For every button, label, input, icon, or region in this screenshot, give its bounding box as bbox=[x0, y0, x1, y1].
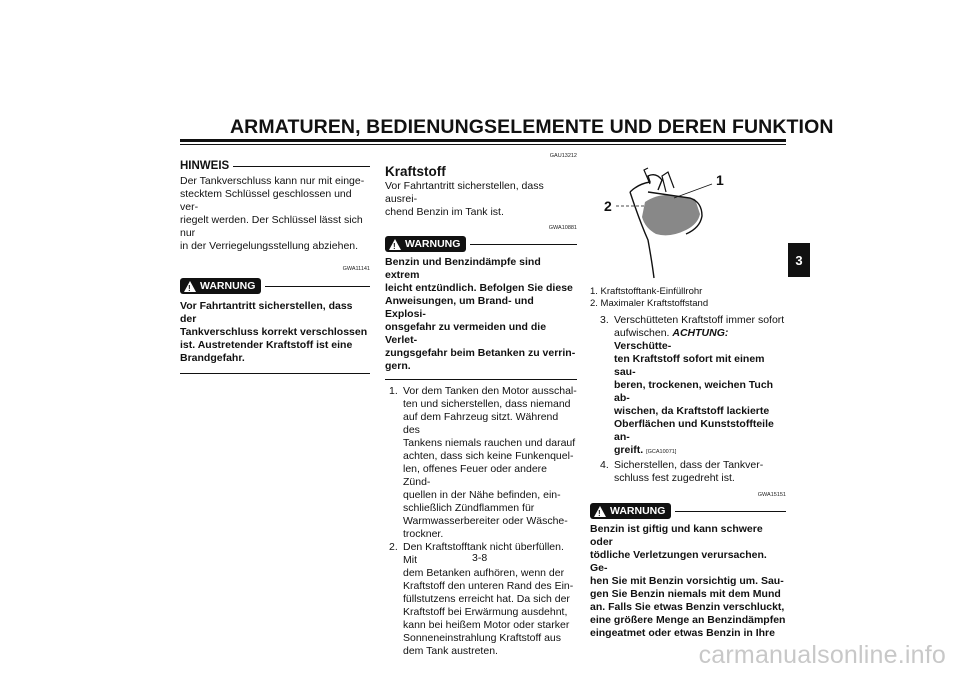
warning-end-rule bbox=[385, 379, 577, 380]
list-item bbox=[385, 385, 577, 541]
list-number: 2. bbox=[389, 541, 398, 553]
list-line: Kraftstoff den unteren Rand des Ein- bbox=[403, 580, 574, 592]
warning-line: onsgefahr zu vermeiden und die Verlet- bbox=[385, 321, 547, 346]
note-line: stecktem Schlüssel geschlossen und ver- bbox=[180, 188, 352, 213]
list-line: kann bei heißem Motor oder starker bbox=[403, 619, 570, 631]
intro-line: chend Benzin im Tank ist. bbox=[385, 206, 504, 218]
warning-line: Brandgefahr. bbox=[180, 352, 245, 364]
intro-line: Vor Fahrtantritt sicherstellen, dass ausrei- bbox=[385, 180, 544, 205]
warning-line: gern. bbox=[385, 360, 411, 372]
warning-text bbox=[590, 523, 786, 640]
list-line: Den Kraftstofftank nicht überfüllen. Mit bbox=[403, 541, 564, 566]
fuel-tank-illustration bbox=[590, 162, 786, 280]
warning-line: gen Sie Benzin niemals mit dem Mund bbox=[590, 588, 781, 600]
list-line: Verschütte- bbox=[614, 340, 672, 352]
warning-rule bbox=[470, 244, 577, 245]
warning-line: Anweisungen, um Brand- und Explosi- bbox=[385, 295, 534, 320]
warning-triangle-icon: ! bbox=[389, 239, 401, 250]
list-line: greift. bbox=[614, 444, 644, 456]
list-line: schließlich Zündflammen für bbox=[403, 502, 535, 514]
list-line: Verschütteten Kraftstoff immer sofort bbox=[614, 314, 785, 326]
warning-text bbox=[180, 300, 370, 365]
list-line: Vor dem Tanken den Motor ausschal- bbox=[403, 385, 577, 397]
list-line: Tankens niemals rauchen und darauf bbox=[403, 437, 576, 449]
warning-line: Benzin und Benzindämpfe sind extrem bbox=[385, 256, 541, 281]
middle-column bbox=[385, 150, 577, 658]
list-line: aufwischen. bbox=[614, 327, 670, 339]
section-title: Kraftstoff bbox=[385, 164, 446, 179]
figure-label-2: 2 bbox=[604, 198, 612, 214]
achtung-label: ACHTUNG: bbox=[672, 327, 729, 339]
warning-line: an. Falls Sie etwas Benzin verschluckt, bbox=[590, 601, 785, 613]
figure-captions bbox=[590, 286, 708, 310]
list-line: schluss fest zugedreht ist. bbox=[614, 472, 735, 484]
caption: 1. Kraftstofftank-Einfüllrohr bbox=[590, 286, 703, 297]
leader-line-1 bbox=[674, 184, 712, 198]
list-number: 1. bbox=[389, 385, 398, 397]
list-line: dem Betanken aufhören, wenn der bbox=[403, 567, 565, 579]
warning-line: hen Sie mit Benzin vorsichtig um. Sau- bbox=[590, 575, 784, 587]
warning-line: Vor Fahrtantritt sicherstellen, dass der bbox=[180, 300, 353, 325]
page-title: ARMATUREN, BEDIENUNGSELEMENTE UND DEREN FUNKTION bbox=[230, 116, 834, 138]
warning-label: WARNUNG bbox=[610, 504, 666, 517]
list-line: Kraftstoff bei Erwärmung ausdehnt, bbox=[403, 606, 568, 618]
left-column bbox=[180, 160, 370, 374]
list-line: beren, trockenen, weichen Tuch ab- bbox=[614, 379, 774, 404]
warning-line: eine größere Menge an Benzindämpfen bbox=[590, 614, 786, 626]
list-number: 3. bbox=[600, 314, 609, 326]
note-title: HINWEIS bbox=[180, 160, 230, 172]
list-line: ten und sicherstellen, dass niemand bbox=[403, 398, 571, 410]
caption: 2. Maximaler Kraftstoffstand bbox=[590, 298, 709, 309]
warning-line: Benzin ist giftig und kann schwere oder bbox=[590, 523, 763, 548]
note-line: Der Tankverschluss kann nur mit einge- bbox=[180, 175, 365, 187]
note-text bbox=[180, 175, 370, 253]
list-line: achten, dass sich keine Funkenquel- bbox=[403, 450, 574, 462]
warning-line: zungsgefahr beim Betanken zu verrin- bbox=[385, 347, 576, 359]
section-code: GAU13212 bbox=[549, 153, 577, 159]
warning-line: eingeatmet oder etwas Benzin in Ihre bbox=[590, 627, 775, 639]
list-line: Oberflächen und Kunststoffteile an- bbox=[614, 418, 774, 443]
figure-label-1: 1 bbox=[716, 172, 724, 188]
note-line: in der Verriegelungsstellung abziehen. bbox=[180, 240, 359, 252]
chapter-tab: 3 bbox=[788, 243, 810, 277]
intro-text bbox=[385, 180, 577, 219]
list-line: len, offenes Feuer oder andere Zünd- bbox=[403, 463, 547, 488]
warning-end-rule bbox=[180, 373, 370, 374]
list-line: Sonneneinstrahlung Kraftstoff aus bbox=[403, 632, 561, 644]
warning-rule bbox=[265, 286, 370, 287]
list-number: 4. bbox=[600, 459, 609, 471]
list-line: Sicherstellen, dass der Tankver- bbox=[614, 459, 764, 471]
warning-triangle-icon: ! bbox=[594, 506, 606, 517]
page-number: 3-8 bbox=[472, 552, 488, 564]
warning-line: Tankverschluss korrekt verschlossen bbox=[180, 326, 368, 338]
caution-code: [GCA10071] bbox=[646, 449, 677, 455]
list-line: dem Tank austreten. bbox=[403, 645, 498, 657]
list-line: quellen in der Nähe befinden, ein- bbox=[403, 489, 561, 501]
list-item bbox=[590, 459, 786, 485]
list-line: ten Kraftstoff sofort mit einem sau- bbox=[614, 353, 765, 378]
warning-code: GWA10881 bbox=[548, 225, 577, 231]
warning-label: WARNUNG bbox=[405, 237, 461, 250]
warning-rule bbox=[675, 511, 786, 512]
warning-triangle-icon: ! bbox=[184, 281, 196, 292]
warning-text bbox=[385, 256, 577, 373]
warning-line: tödliche Verletzungen verursachen. Ge- bbox=[590, 549, 767, 574]
note-line: riegelt werden. Der Schlüssel lässt sich nur bbox=[180, 214, 363, 239]
warning-line: ist. Austretender Kraftstoff ist eine bbox=[180, 339, 353, 351]
warning-badge bbox=[180, 278, 261, 294]
note-rule bbox=[233, 166, 370, 167]
list-line: auf dem Fahrzeug sitzt. Während des bbox=[403, 411, 559, 436]
list-line: wischen, da Kraftstoff lackierte bbox=[614, 405, 770, 417]
fuel-level-fill bbox=[642, 195, 700, 235]
title-rule bbox=[180, 139, 786, 142]
warning-badge bbox=[385, 236, 466, 252]
right-column bbox=[590, 314, 786, 640]
list-line: trockner. bbox=[403, 528, 444, 540]
filler-neck-outline bbox=[630, 175, 662, 192]
list-line: Warmwasserbereiter oder Wäsche- bbox=[403, 515, 568, 527]
warning-line: leicht entzündlich. Befolgen Sie diese bbox=[385, 282, 573, 294]
warning-label: WARNUNG bbox=[200, 279, 256, 292]
warning-code: GWA11141 bbox=[342, 266, 370, 272]
warning-badge bbox=[590, 503, 671, 519]
watermark: carmanualsonline.info bbox=[698, 641, 946, 669]
title-rule-thin bbox=[180, 144, 786, 145]
list-item bbox=[590, 314, 786, 459]
list-line: füllstutzens erreicht hat. Da sich der bbox=[403, 593, 570, 605]
fuel-tank-figure bbox=[590, 162, 786, 280]
warning-code: GWA15151 bbox=[757, 492, 786, 498]
